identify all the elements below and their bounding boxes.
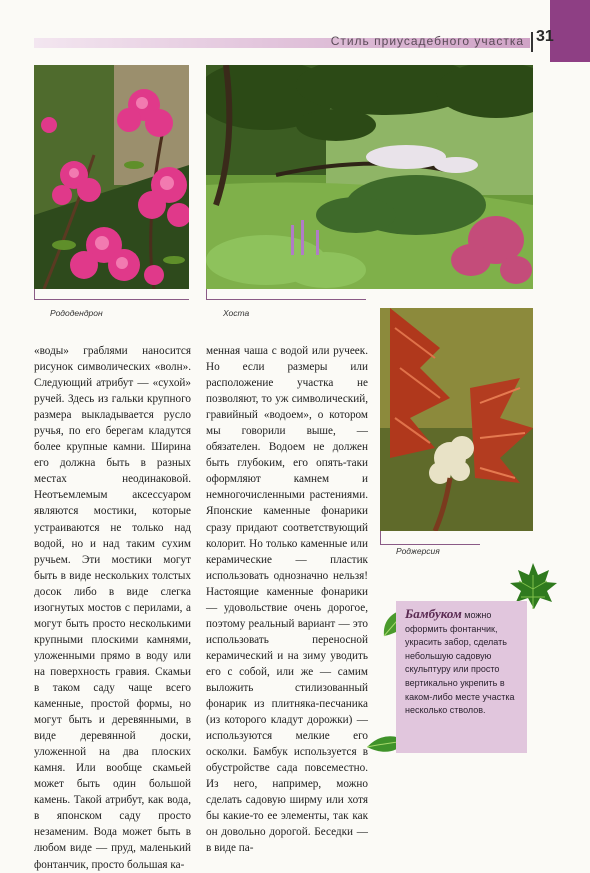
rodgersia-photo <box>380 308 533 531</box>
page-number-divider <box>531 32 533 52</box>
caption-rule <box>380 544 480 545</box>
caption-marker <box>380 531 381 544</box>
sidebar-body: можно оформить фонтанчик, украсить забор, сделать небольшую садовую скульптуру или просто вертикально укрепить в каком-либо месте участка несколько стволов. <box>405 610 515 716</box>
rhododendron-caption: Рододендрон <box>50 308 103 318</box>
sidebar-lead-word: Бамбуком <box>405 606 462 621</box>
text-column-1 <box>34 343 191 873</box>
sidebar-note <box>405 607 529 718</box>
page-number: 31 <box>536 28 554 45</box>
body-paragraph: менная чаша с водой или ручеек. Но если размеры или расположение участка не позволяют, то уж символический, гравийный «водоем», о котором мы говорили выше, — обязателен. Водоем не должен быть глубоким, его опять-таки оформляют камнем и немногочисленными растениями. Японские каменные фонарики сразу придают соответствующий колорит. Но только каменные или керамические — пластик использовать однозначно нельзя! Настоящие каменные фонарики — удовольствие очень дорогое, поэтому реальный вариант — это использовать переносной керамический и на зиму уводить его с собой, или же — самим выложить стилизованный фонарик из плитняка-песчаника (из которого кладут дорожки) — используются мелкие его осколки. Бамбук используется в обустройстве сада повсеместно. Из него, например, можно сделать садовую ширму или хотя бы какие-то ее элементы, так как он довольно дорогой. Беседки — в виде па- <box>206 345 368 855</box>
body-paragraph: «воды» граблями наносится рисунок символических «волн». Следующий атрибут — «сухой» ручей. Здесь из гальки крупного размера выкладывается русло ручья, по его берегам кладутся более крупные камни. Ширина его должна быть в разных местах неодинаковой. Неотъемлемым аксессуаром являются мостики, которые устраиваются не только над водой, но и над таким сухим ручьем. Эти мостики могут быть в виде нескольких толстых досок либо в виде слегка изогнутых мостов с перилами, а могут быть просто несколькими крупными плоскими камнями, уложенными прямо в воду или на поверхность гравия. Скамьи в таком саду чаще всего каменные, простой формы, но могут быть и деревянными, в виде деревянной доски, уложенной на два плоских камня. Или вообще скамьей может быть один большой камень. Такой атрибут, как вода, в японском саду просто незаменим. Вода может быть в любом виде — пруд, маленький фонтанчик, просто большая ка- <box>34 345 191 871</box>
hosta-photo <box>206 65 533 289</box>
section-title: Стиль приусадебного участка <box>330 34 524 48</box>
caption-rule <box>206 299 366 300</box>
rodgersia-caption: Роджерсия <box>396 546 440 556</box>
page-corner-tab <box>550 0 590 62</box>
rhododendron-photo <box>34 65 189 289</box>
caption-rule <box>34 299 189 300</box>
text-column-2 <box>206 343 368 857</box>
hosta-caption: Хоста <box>223 308 250 318</box>
